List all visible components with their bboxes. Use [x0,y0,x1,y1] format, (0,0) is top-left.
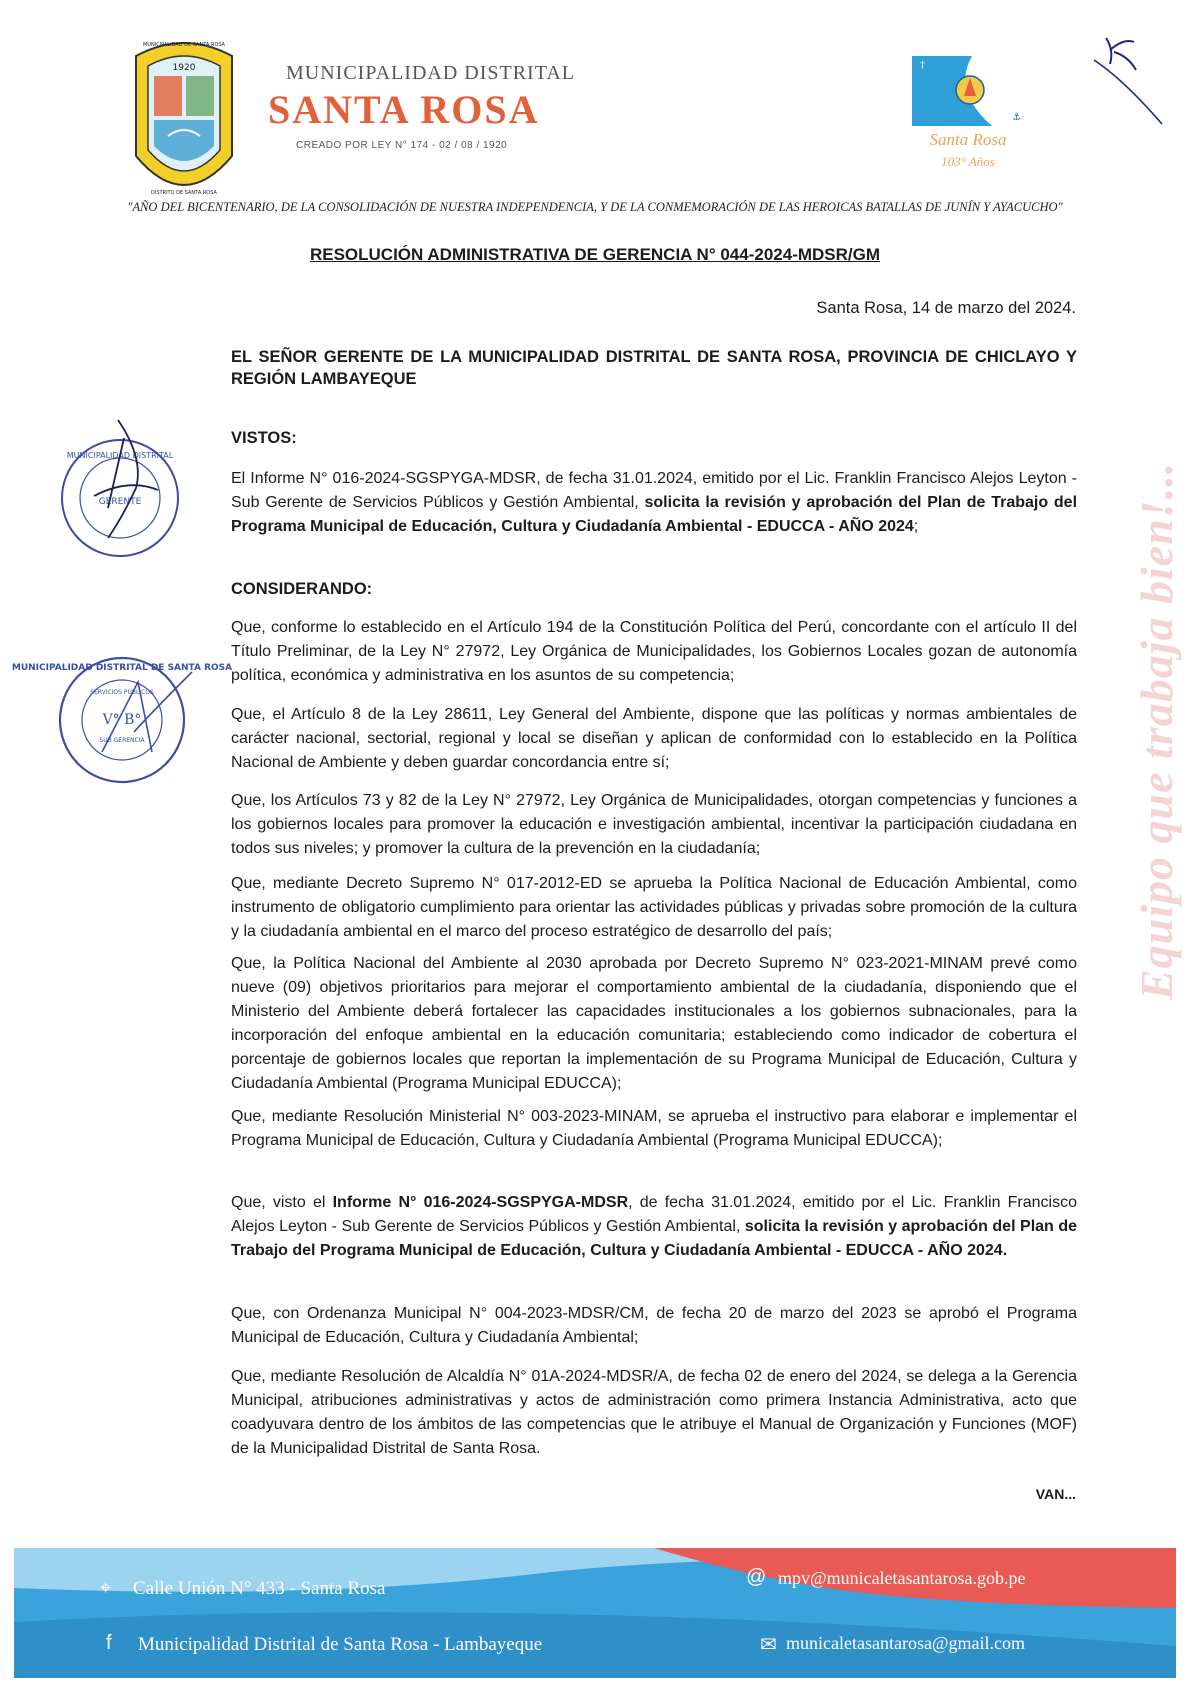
considerando-paragraph-3: Que, los Artículos 73 y 82 de la Ley N° 27972, Ley Orgánica de Municipalidades, otorgan competencias y funciones a los gobiernos locales para promover la educación e investigación ambiental, incentivar la participación ciudadana en todos sus niveles; y promover la cultura de la prevención en la ciudadanía; [231,792,1077,857]
considerando-paragraph-4: Que, mediante Decreto Supremo N° 017-2012-ED se aprueba la Política Nacional de Educación Ambiental, como instrumento de obligatorio cumplimiento para orientar las actividades públicas y privadas sobre promoción de la cultura y la ciudadanía ambiental en el marco del proceso estratégico de desarrollo del país; [231,875,1077,940]
anniversary-caption: 103° Años [941,154,995,169]
vistos-label: VISTOS: [231,429,297,447]
seal2-vobo-text: V° B° [102,712,142,728]
footer-email-gmail[interactable]: municaletasantarosa@gmail.com [786,1633,1025,1653]
seal1-center-text: GERENTE [98,497,142,507]
vobo-stamp [11,642,233,792]
seal2-ring-text: MUNICIPALIDAD DISTRITAL DE SANTA ROSA [11,663,233,673]
considerando-paragraph-1: Que, conforme lo establecido en el Artículo 194 de la Constitución Política del Perú, concordante con el artículo II del Título Preliminar, de la Ley N° 27972, Ley Orgánica de Municipalidades, los Gobiernos Locales gozan de autonomía política, económica y administrativa en los asuntos de su competencia; [231,619,1077,684]
crest-year: 1920 [172,63,196,73]
footer-address: Calle Unión N° 433 - Santa Rosa [133,1578,386,1599]
flag-caption: Santa Rosa [929,130,1007,149]
municipality-name: SANTA ROSA [268,87,540,132]
year-motto: "AÑO DEL BICENTENARIO, DE LA CONSOLIDACIÓN DE NUESTRA INDEPENDENCIA, Y DE LA CONMEMORACIÓN DE LAS HEROICAS BATALLAS DE JUNÍN Y AYACUCHO" [127,200,1063,214]
considerando-paragraph-6: Que, mediante Resolución Ministerial N° 003-2023-MINAM, se aprueba el instructivo para elaborar e implementar el Programa Municipal de Educación, Cultura y Ciudadanía Ambiental (Programa Municipal EDUCCA); [231,1108,1077,1149]
location-pin-icon: ⌖ [100,1577,112,1599]
document-date: Santa Rosa, 14 de marzo del 2024. [816,299,1076,317]
considerando-paragraph-7: Que, visto el Informe N° 016-2024-SGSPYGA-MDSR, de fecha 31.01.2024, emitido por el Lic. Franklin Francisco Alejos Leyton - Sub Gerente de Servicios Públicos y Gestión Ambiental, solicita la revisión y aprobación del Plan de Trabajo del Programa Municipal de Educación, Cultura y Ciudadanía Ambiental - EDUCCA - AÑO 2024. [231,1194,1078,1259]
resolution-title: RESOLUCIÓN ADMINISTRATIVA DE GERENCIA N° 044-2024-MDSR/GM [309,245,881,264]
footer-organization: Municipalidad Distrital de Santa Rosa - Lambayeque [138,1634,543,1655]
considerando-paragraph-2: Que, el Artículo 8 de la Ley 28611, Ley General del Ambiente, dispone que las políticas y normas ambientales de carácter nacional, sectorial, regional y local se diseñan y aplican de conformidad con lo establecido en la Política Nacional de Ambiente y deben guardar concordancia entre sí; [231,706,1077,771]
crest-ring-top: MUNICIPALIDAD DE SANTA ROSA [143,42,225,48]
facebook-icon: f [106,1632,112,1654]
vistos-paragraph: El Informe N° 016-2024-SGSPYGA-MDSR, de fecha 31.01.2024, emitido por el Lic. Franklin Francisco Alejos Leyton - Sub Gerente de Servicios Públicos y Gestión Ambiental, solicita la revisión y aprobación del Plan de Trabajo del Programa Municipal de Educación, Cultura y Ciudadanía Ambiental - EDUCCA - AÑO 2024; [231,470,1078,535]
handwritten-annotation [1084,20,1164,130]
seal1-ring-text: MUNICIPALIDAD DISTRITAL [66,451,174,460]
considerando-paragraph-8: Que, con Ordenanza Municipal N° 004-2023-MDSR/CM, de fecha 20 de marzo del 2023 se aprobó el Programa Municipal de Educación, Cultura y Ciudadanía Ambiental; [231,1305,1077,1346]
document-heading: EL SEÑOR GERENTE DE LA MUNICIPALIDAD DISTRITAL DE SANTA ROSA, PROVINCIA DE CHICLAYO Y REGIÓN LAMBAYEQUE [231,348,1077,388]
continues-marker: VAN... [1035,1486,1076,1502]
municipal-crest-logo [128,36,240,206]
crest-ring-bottom: DISTRITO DE SANTA ROSA [151,190,217,196]
footer-email-official[interactable]: mpv@municaletasantarosa.gob.pe [778,1568,1026,1588]
considerando-paragraph-9: Que, mediante Resolución de Alcaldía N° 01A-2024-MDSR/A, de fecha 02 de enero del 2024, se delega a la Gerencia Municipal, atribuciones administrativas y actos de administración como primera Instancia Administrativa, acto que coadyuvara dentro de los ámbitos de las competencias que le atribuye el Manual de Organización y Funciones (MOF) de la Municipalidad Distrital de Santa Rosa. [231,1368,1077,1457]
santa-rosa-flag-logo [912,56,1024,126]
seal2-sub-text: SUB GERENCIA [99,737,145,744]
side-motto-watermark: Equipo que trabaja bien!... [1131,461,1182,1000]
municipality-label: MUNICIPALIDAD DISTRITAL [286,62,575,84]
creation-law: CREADO POR LEY N° 174 - 02 / 08 / 1920 [296,140,508,151]
mail-envelope-icon: ✉ [760,1634,777,1656]
considerando-paragraph-5: Que, la Política Nacional del Ambiente al 2030 aprobada por Decreto Supremo N° 023-2021-MINAM prevé como nueve (09) objetivos prioritarios para mejorar el comportamiento ambiental de la ciudadanía, disponiendo que el Ministerio del Ambiente deberá fortalecer las capacidades institucionales a los gobiernos subnacionales, para la incorporación del enfoque ambiental en la educación comunitaria; estableciendo como indicador de cobertura el porcentaje de gobiernos locales que reportan la implementación de su Programa Municipal de Educación, Cultura y Ciudadanía Ambiental (Programa Municipal EDUCCA); [231,955,1077,1092]
email-at-icon: @ [746,1566,767,1588]
svg-text:⚓: ⚓ [1012,112,1021,123]
seal2-inner-text: SERVICIOS PUBLICOS [90,689,154,696]
gerente-stamp-signature [48,418,188,568]
considerando-label: CONSIDERANDO: [231,580,373,598]
svg-text:†: † [920,60,925,71]
